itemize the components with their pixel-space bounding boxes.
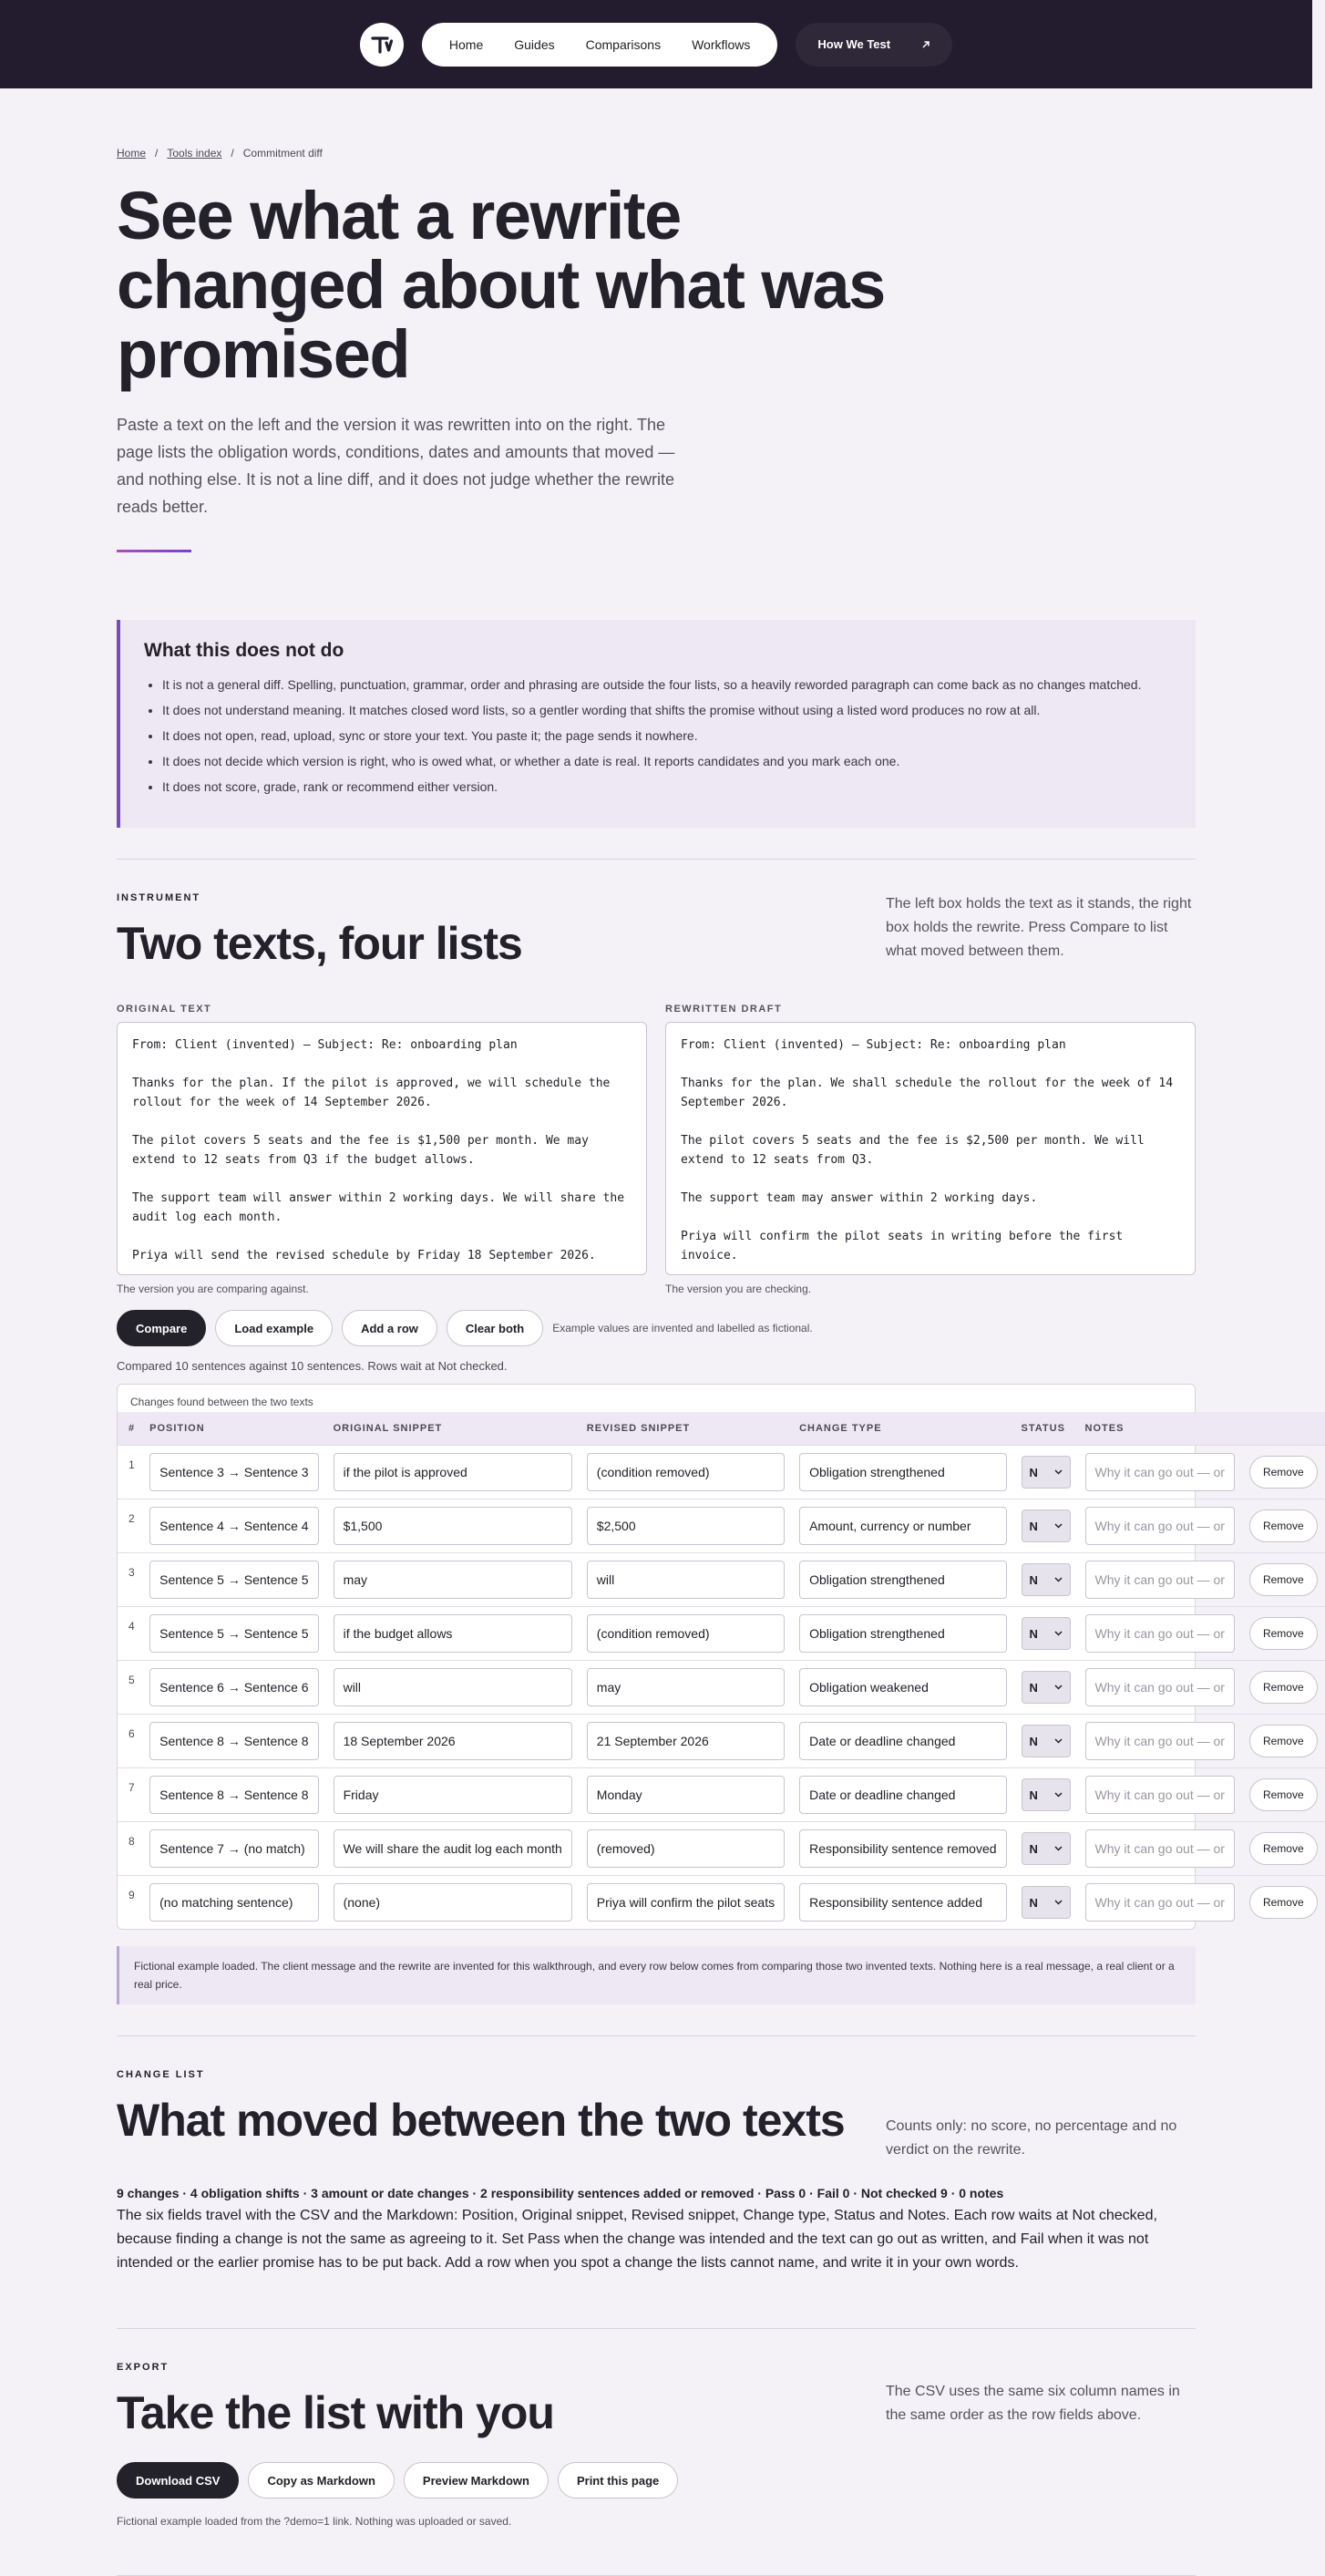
accent-divider (117, 550, 191, 552)
revised-snippet-field[interactable]: Monday (587, 1776, 785, 1814)
chevron-down-icon (1054, 1738, 1063, 1744)
status-select[interactable] (1022, 1832, 1071, 1865)
status-value: N (1029, 1680, 1038, 1695)
original-text-input[interactable]: From: Client (invented) — Subject: Re: onboarding plan Thanks for the plan. If the pilot is approved, we will schedule the rollout for the week of 14 September 2026. The pilot covers 5 seats and the fee is $1,500 per month. We may extend to 12 seats from Q3 if the budget allows. The support team will answer within 2 working days. We will share the audit log each month. Priya will send the revised schedule by Friday 18 September 2026. (117, 1022, 647, 1275)
chevron-down-icon (1054, 1900, 1063, 1905)
export-note: The CSV uses the same six column names in the same order as the row fields above. (886, 2384, 1180, 2423)
limitation-item: • It is not a general diff. Spelling, punctuation, grammar, order and phrasing are outside the four lists, so a heavily reworded paragraph can come back as no changes matched. (162, 675, 1172, 695)
rewritten-draft-input[interactable]: From: Client (invented) — Subject: Re: onboarding plan Thanks for the plan. We shall schedule the rollout for the week of 14 September 2026. The pilot covers 5 seats and the fee is $2,500 per month. We will extend to 12 seats from Q3. The support team may answer within 2 working days. Priya will confirm the pilot seats in writing before the first invoice. (665, 1022, 1196, 1275)
breadcrumb-separator: / (231, 147, 234, 160)
table-row (118, 1446, 1325, 1499)
status-value: N (1029, 1841, 1038, 1856)
original-snippet-field[interactable]: may (334, 1561, 572, 1599)
breadcrumb (117, 147, 1196, 160)
notes-field[interactable]: Why it can go out — or (1085, 1453, 1235, 1491)
col-header-revised: REVISED SNIPPET (580, 1412, 792, 1446)
export-footer-note: Fictional example loaded from the ?demo=1 link. Nothing was uploaded or saved. (117, 2515, 512, 2528)
change-type-field[interactable]: Obligation strengthened (799, 1453, 1006, 1491)
original-snippet-field[interactable]: will (334, 1668, 572, 1706)
chevron-down-icon (1054, 1846, 1063, 1851)
chevron-down-icon (1054, 1631, 1063, 1636)
status-value: N (1029, 1626, 1038, 1641)
revised-snippet-field[interactable]: 21 September 2026 (587, 1722, 785, 1760)
limitation-item: • It does not understand meaning. It matches closed word lists, so a gentler wording that shifts the promise without using a listed word produces no row at all. (162, 700, 1172, 720)
callout-title: What this does not do (144, 640, 344, 661)
col-header-position: POSITION (142, 1412, 325, 1446)
change-type-field[interactable]: Obligation weakened (799, 1668, 1006, 1706)
limitations-callout (117, 620, 1196, 828)
copy-markdown-button[interactable]: Copy as Markdown (248, 2462, 394, 2499)
instrument-eyebrow: INSTRUMENT (117, 892, 201, 903)
status-value: N (1029, 1519, 1038, 1533)
original-snippet-field[interactable]: if the budget allows (334, 1614, 572, 1653)
col-header-notes: NOTES (1078, 1412, 1242, 1446)
original-text-label: ORIGINAL TEXT (117, 1004, 212, 1015)
logo-mark-icon (368, 31, 395, 58)
position-field[interactable]: Sentence 3 → Sentence 3 (149, 1453, 318, 1491)
remove-row-button[interactable]: Remove (1249, 1456, 1318, 1489)
breadcrumb-current: Commitment diff (242, 147, 323, 160)
chevron-down-icon (1054, 1577, 1063, 1582)
chevron-down-icon (1054, 1469, 1063, 1475)
col-header-number: # (118, 1412, 142, 1446)
table-row (118, 1822, 1325, 1876)
position-field[interactable]: Sentence 7 → (no match) (149, 1829, 318, 1868)
change-list-section (117, 2036, 1196, 2275)
how-we-test-label: How We Test (817, 37, 891, 51)
row-number: 8 (118, 1822, 142, 1876)
row-number: 6 (118, 1715, 142, 1768)
revised-snippet-field[interactable]: $2,500 (587, 1507, 785, 1545)
row-number: 3 (118, 1553, 142, 1607)
compare-button[interactable]: Compare (117, 1310, 206, 1346)
print-page-button[interactable]: Print this page (558, 2462, 678, 2499)
status-select[interactable] (1022, 1671, 1071, 1704)
main-nav (422, 23, 778, 67)
preview-markdown-button[interactable]: Preview Markdown (404, 2462, 549, 2499)
load-example-button[interactable]: Load example (215, 1310, 333, 1346)
how-we-test-button[interactable] (796, 23, 952, 67)
remove-row-button[interactable]: Remove (1249, 1725, 1318, 1757)
nav-link-comparisons[interactable]: Comparisons (585, 36, 662, 52)
remove-row-button[interactable]: Remove (1249, 1832, 1318, 1865)
main-content (117, 147, 1304, 2576)
page-lede: Paste a text on the left and the version it was rewritten into on the right. The page lists the obligation words, conditions, dates and amounts that moved — and nothing else. It is not a line diff, and it does not judge whether the rewrite reads better. (117, 416, 675, 516)
change-type-field[interactable]: Obligation strengthened (799, 1614, 1006, 1653)
position-field[interactable]: (no matching sentence) (149, 1883, 318, 1922)
revised-snippet-field[interactable]: (condition removed) (587, 1453, 785, 1491)
notes-field[interactable]: Why it can go out — or (1085, 1776, 1235, 1814)
instrument-section (117, 860, 1304, 2004)
table-row (118, 1715, 1325, 1768)
notes-field[interactable]: Why it can go out — or (1085, 1614, 1235, 1653)
status-select[interactable] (1022, 1725, 1071, 1757)
revised-snippet-field[interactable]: Priya will confirm the pilot seats (587, 1883, 785, 1922)
limitation-item: • It does not decide which version is right, who is owed what, or whether a date is real. It reports candidates and you mark each one. (162, 751, 1172, 771)
position-field[interactable]: Sentence 5 → Sentence 5 (149, 1614, 318, 1653)
status-select[interactable] (1022, 1510, 1071, 1542)
change-type-field[interactable]: Amount, currency or number (799, 1507, 1006, 1545)
row-number: 2 (118, 1499, 142, 1553)
col-header-actions (1242, 1412, 1325, 1446)
nav-link-workflows[interactable]: Workflows (692, 36, 751, 52)
change-type-field[interactable]: Responsibility sentence removed (799, 1829, 1006, 1868)
status-select[interactable] (1022, 1563, 1071, 1596)
status-value: N (1029, 1788, 1038, 1802)
table-row (118, 1768, 1325, 1822)
chevron-down-icon (1054, 1792, 1063, 1798)
change-type-field[interactable]: Date or deadline changed (799, 1722, 1006, 1760)
rewritten-draft-help: The version you are checking. (665, 1283, 812, 1295)
original-snippet-field[interactable]: We will share the audit log each month (334, 1829, 572, 1868)
status-select[interactable] (1022, 1886, 1071, 1919)
change-list-title: What moved between the two texts (117, 2095, 845, 2146)
status-value: N (1029, 1895, 1038, 1910)
revised-snippet-field[interactable]: (removed) (587, 1829, 785, 1868)
position-field[interactable]: Sentence 4 → Sentence 4 (149, 1507, 318, 1545)
table-row (118, 1499, 1325, 1553)
status-select[interactable] (1022, 1617, 1071, 1650)
remove-row-button[interactable]: Remove (1249, 1671, 1318, 1704)
remove-row-button[interactable]: Remove (1249, 1617, 1318, 1650)
table-row (118, 1661, 1325, 1715)
position-field[interactable]: Sentence 8 → Sentence 8 (149, 1722, 318, 1760)
export-title: Take the list with you (117, 2387, 554, 2438)
change-type-field[interactable]: Responsibility sentence added (799, 1883, 1006, 1922)
status-value: N (1029, 1734, 1038, 1748)
instrument-note: The left box holds the text as it stands, the right box holds the rewrite. Press Compare to list what moved between them. (886, 896, 1192, 959)
notes-field[interactable]: Why it can go out — or (1085, 1507, 1235, 1545)
compare-status: Compared 10 sentences against 10 sentences. Rows wait at Not checked. (117, 1359, 508, 1373)
change-type-field[interactable]: Date or deadline changed (799, 1776, 1006, 1814)
change-summary: 9 changes · 4 obligation shifts · 3 amount or date changes · 2 responsibility sentences added or removed · Pass 0 · Fail 0 · Not checked 9 · 0 notes (117, 2186, 1004, 2200)
breadcrumb-home[interactable]: Home (117, 147, 147, 160)
notes-field[interactable]: Why it can go out — or (1085, 1668, 1235, 1706)
status-select[interactable] (1022, 1456, 1071, 1489)
table-row (118, 1607, 1325, 1661)
status-value: N (1029, 1572, 1038, 1587)
limitation-item: • It does not score, grade, rank or recommend either version. (162, 777, 1172, 797)
position-field[interactable]: Sentence 6 → Sentence 6 (149, 1668, 318, 1706)
table-row (118, 1553, 1325, 1607)
page-title: See what a rewrite changed about what was promised (117, 178, 885, 392)
notes-field[interactable]: Why it can go out — or (1085, 1722, 1235, 1760)
change-list-eyebrow: CHANGE LIST (117, 2069, 205, 2080)
position-field[interactable]: Sentence 5 → Sentence 5 (149, 1561, 318, 1599)
rewritten-draft-label: REWRITTEN DRAFT (665, 1004, 783, 1015)
chevron-down-icon (1054, 1523, 1063, 1529)
export-eyebrow: EXPORT (117, 2362, 169, 2373)
row-number: 4 (118, 1607, 142, 1661)
row-number: 1 (118, 1446, 142, 1499)
remove-row-button[interactable]: Remove (1249, 1778, 1318, 1811)
notes-field[interactable]: Why it can go out — or (1085, 1829, 1235, 1868)
revised-snippet-field[interactable]: will (587, 1561, 785, 1599)
original-snippet-field[interactable]: (none) (334, 1883, 572, 1922)
remove-row-button[interactable]: Remove (1249, 1886, 1318, 1919)
example-note: Example values are invented and labelled as fictional. (552, 1322, 813, 1334)
breadcrumb-tools-index[interactable]: Tools index (167, 147, 222, 160)
notes-field[interactable]: Why it can go out — or (1085, 1561, 1235, 1599)
status-value: N (1029, 1465, 1038, 1479)
limitations-list (144, 675, 1172, 797)
export-section (117, 2329, 1196, 2528)
nav-link-home[interactable]: Home (448, 36, 484, 52)
change-type-field[interactable]: Obligation strengthened (799, 1561, 1006, 1599)
revised-snippet-field[interactable]: (condition removed) (587, 1614, 785, 1653)
original-snippet-field[interactable]: 18 September 2026 (334, 1722, 572, 1760)
notes-field[interactable]: Why it can go out — or (1085, 1883, 1235, 1922)
original-snippet-field[interactable]: $1,500 (334, 1507, 572, 1545)
status-select[interactable] (1022, 1778, 1071, 1811)
fictional-example-note: Fictional example loaded. The client message and the rewrite are invented for this walkthrough, and every row below comes from comparing those two invented texts. Nothing here is a real message, a real client or a real price. (117, 1946, 1196, 2004)
remove-row-button[interactable]: Remove (1249, 1563, 1318, 1596)
row-number: 9 (118, 1876, 142, 1930)
clear-both-button[interactable]: Clear both (447, 1310, 543, 1346)
site-logo[interactable] (360, 23, 404, 67)
row-number: 5 (118, 1661, 142, 1715)
chevron-down-icon (1054, 1685, 1063, 1690)
add-row-button[interactable]: Add a row (342, 1310, 437, 1346)
changes-table-body (118, 1446, 1325, 1930)
download-csv-button[interactable]: Download CSV (117, 2462, 239, 2499)
revised-snippet-field[interactable]: may (587, 1668, 785, 1706)
limitation-item: • It does not open, read, upload, sync or store your text. You paste it; the page sends it nowhere. (162, 726, 1172, 746)
table-row (118, 1876, 1325, 1930)
original-text-help: The version you are comparing against. (117, 1283, 309, 1295)
col-header-status: STATUS (1014, 1412, 1078, 1446)
change-list-note: Counts only: no score, no percentage and no verdict on the rewrite. (886, 2118, 1177, 2158)
original-snippet-field[interactable]: Friday (334, 1776, 572, 1814)
changes-table (117, 1384, 1304, 1930)
table-caption: Changes found between the two texts (130, 1396, 313, 1408)
remove-row-button[interactable]: Remove (1249, 1510, 1318, 1542)
breadcrumb-separator: / (155, 147, 159, 160)
nav-link-guides[interactable]: Guides (514, 36, 555, 52)
change-list-description: The six fields travel with the CSV and the Markdown: Position, Original snippet, Revised snippet, Change type, Status and Notes. Each row waits at Not checked, because finding a change is not the same as agreeing to it. Set Pass when the change was intended and the text can go out as written, and Fail when it was not intended or the earlier promise has to be put back. Add a row when you spot a change the lists cannot name, and write it in your own words. (117, 2208, 1157, 2271)
original-snippet-field[interactable]: if the pilot is approved (334, 1453, 572, 1491)
instrument-title: Two texts, four lists (117, 918, 522, 969)
position-field[interactable]: Sentence 8 → Sentence 8 (149, 1776, 318, 1814)
row-number: 7 (118, 1768, 142, 1822)
col-header-original: ORIGINAL SNIPPET (326, 1412, 580, 1446)
arrow-up-right-icon (921, 40, 930, 49)
top-navigation (0, 0, 1312, 88)
col-header-change-type: CHANGE TYPE (792, 1412, 1013, 1446)
